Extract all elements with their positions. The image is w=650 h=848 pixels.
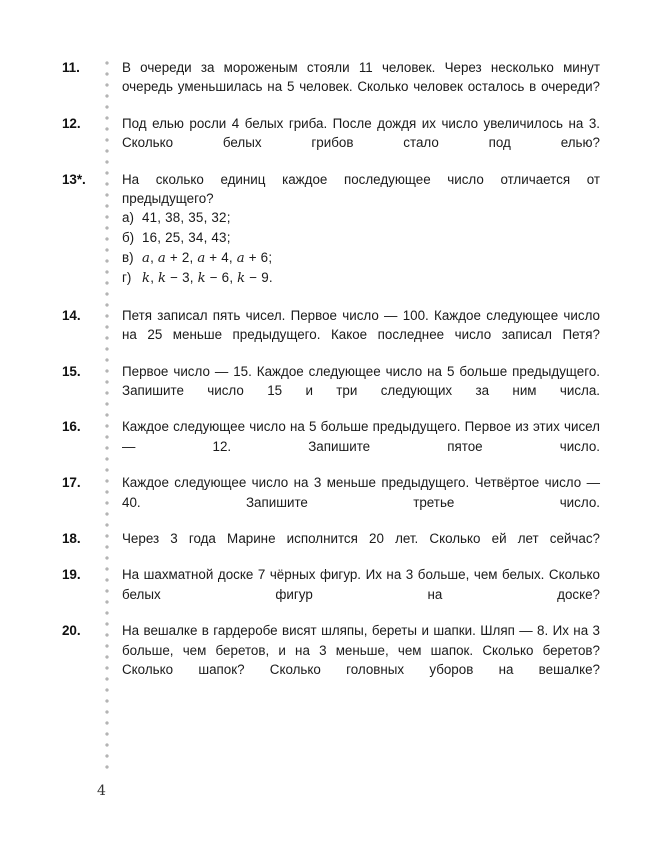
exercise-text: Каждое следующее число на 5 больше предыдущего. Первое из этих чисел — 12. Запишите пятое число. <box>122 419 600 454</box>
exercise-text: Каждое следующее число на 3 меньше предыдущего. Четвёртое число — 40. Запишите третье число. <box>122 475 600 510</box>
math-term: + 2, <box>165 249 198 265</box>
exercise-item <box>0 170 650 289</box>
exercise-number: 11. <box>62 60 80 75</box>
subitem-sequence: 41, 38, 35, 32; <box>142 210 231 226</box>
exercise-list <box>0 58 650 680</box>
subitem-sequence <box>142 250 272 265</box>
math-term: − 3, <box>166 270 198 286</box>
exercise-number: 12. <box>62 115 81 131</box>
exercise-item <box>0 362 650 401</box>
exercise-number: 14. <box>62 307 81 323</box>
subitem-label: в) <box>122 249 134 265</box>
math-variable: k <box>142 271 151 287</box>
exercise-subitem <box>122 208 600 228</box>
math-variable: a <box>236 250 245 266</box>
exercise-text: На шахматной доске 7 чёрных фигур. Их на 3 больше, чем белых. Сколько белых фигур на доске? <box>122 567 600 602</box>
exercise-item <box>0 306 650 345</box>
exercise-item <box>0 529 650 548</box>
exercise-body <box>122 362 600 401</box>
math-variable: a <box>197 250 206 266</box>
exercise-item <box>0 58 650 97</box>
math-term: − 6, <box>205 270 238 286</box>
exercise-text: Петя записал пять чисел. Первое число — 100. Каждое следующее число на 25 меньше предыдущего. Какое последнее число записал Петя? <box>122 307 600 343</box>
exercise-text: Первое число — 15. Каждое следующее число на 5 больше предыдущего. Запишите число 15 и три следующих за ним числа. <box>122 363 600 399</box>
exercise-text: Через 3 года Марине исполнится 20 лет. Сколько ей лет сейчас? <box>122 531 600 547</box>
math-variable: k <box>197 271 206 287</box>
subitem-sequence: 16, 25, 34, 43; <box>142 230 231 246</box>
exercise-number: 20. <box>62 623 81 639</box>
math-term: , <box>150 270 159 286</box>
math-variable: k <box>237 271 246 287</box>
subitem-label: б) <box>122 230 135 246</box>
subitem-sequence <box>142 270 273 285</box>
math-variable: a <box>157 250 166 266</box>
exercise-subitem <box>122 228 600 248</box>
exercise-item <box>0 621 650 679</box>
exercise-body <box>122 306 600 345</box>
exercise-text: Под елью росли 4 белых гриба. После дождя их число увеличилось на 3. Сколько белых грибов стало под елью? <box>122 115 600 151</box>
exercise-item <box>0 473 650 512</box>
math-term: , <box>150 249 158 265</box>
exercise-number: 16. <box>62 419 81 435</box>
exercise-body <box>122 114 600 153</box>
exercise-text: На вешалке в гардеробе висят шляпы, береты и шапки. Шляп — 8. Их на 3 больше, чем беретов, и на 3 меньше, чем шапок. Сколько беретов? Сколько шапок? Сколько головных уборов на вешалке? <box>122 623 600 678</box>
exercise-item <box>0 565 650 604</box>
exercise-number: 18. <box>62 531 81 547</box>
exercise-text: В очереди за мороженым стояли 11 человек. Через несколько минут очередь уменьшилась на 5 человек. Сколько человек осталось в очереди? <box>122 60 600 95</box>
exercise-number: 15. <box>62 363 81 379</box>
exercise-subitem <box>122 268 600 289</box>
math-term: + 6; <box>244 249 273 265</box>
exercise-item <box>0 417 650 456</box>
math-term: − 9. <box>245 270 273 286</box>
exercise-number: 13*. <box>62 171 86 187</box>
exercise-number: 17. <box>62 475 81 491</box>
exercise-body <box>122 58 600 97</box>
subitem-label: а) <box>122 210 134 226</box>
math-term: + 4, <box>205 249 237 265</box>
subitem-label: г) <box>122 270 132 286</box>
exercise-body <box>122 529 600 548</box>
page-number: 4 <box>97 783 106 799</box>
exercise-subitem <box>122 248 600 269</box>
exercise-number: 19. <box>62 567 81 583</box>
exercise-body <box>122 170 600 289</box>
exercise-text: На сколько единиц каждое последующее число отличается от предыдущего? <box>122 171 600 207</box>
exercise-body <box>122 473 600 512</box>
math-variable: a <box>142 250 151 266</box>
exercise-body <box>122 621 600 679</box>
exercise-item <box>0 114 650 153</box>
exercise-body <box>122 565 600 604</box>
exercise-body <box>122 417 600 456</box>
math-variable: k <box>158 271 167 287</box>
